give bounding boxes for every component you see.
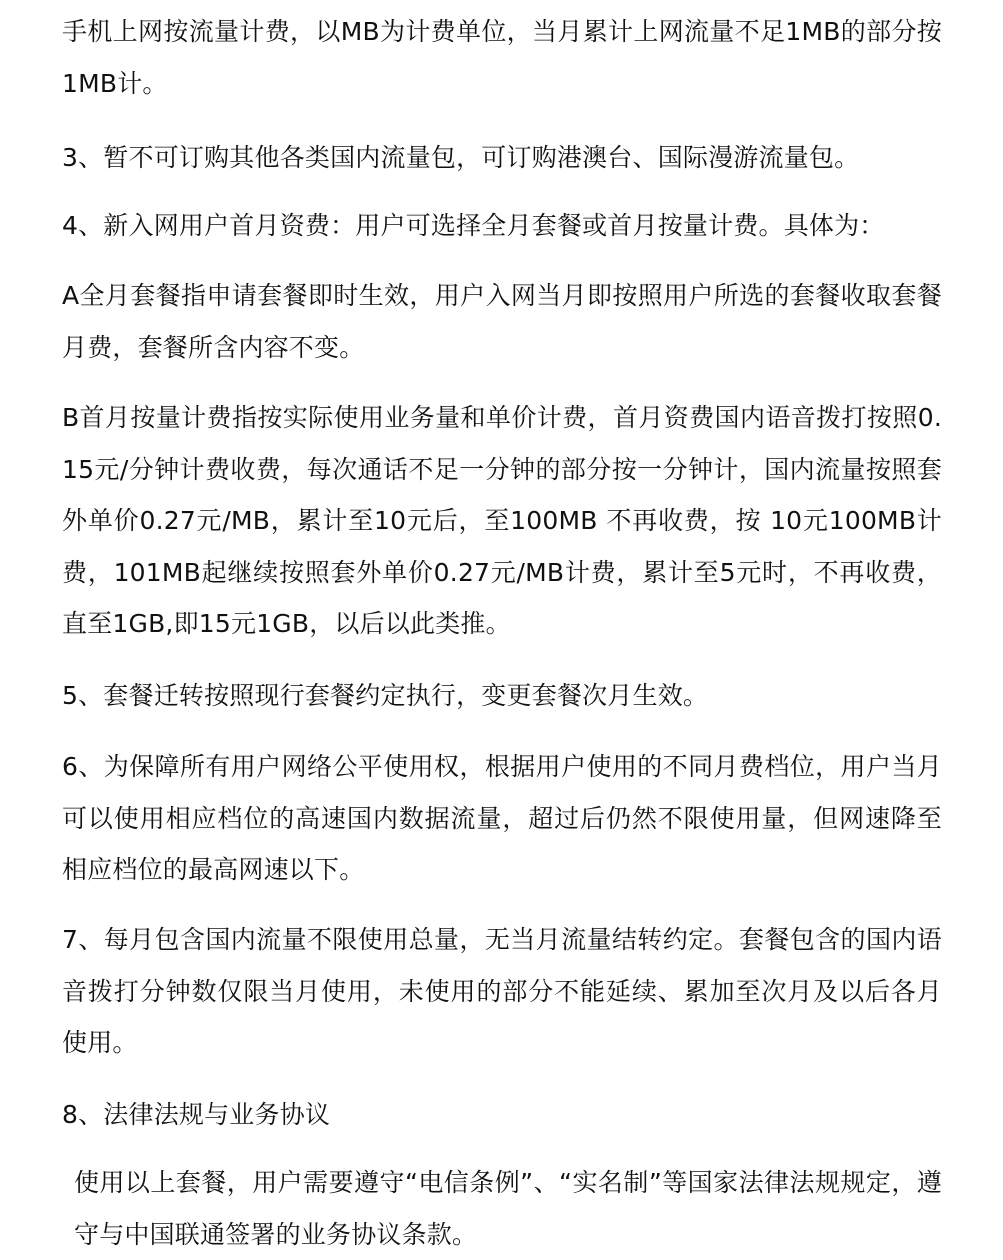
paragraph-item-7: 7、每月包含国内流量不限使用总量，无当月流量结转约定。套餐包含的国内语音拨打分钟数仅限当月使用，未使用的部分不能延续、累加至次月及以后各月使用。 [62,925,942,1057]
paragraph-item-5: 5、套餐迁转按照现行套餐约定执行，变更套餐次月生效。 [62,681,709,710]
paragraph-mobile-data-billing: 手机上网按流量计费，以MB为计费单位，当月累计上网流量不足1MB的部分按1MB计。 [62,17,942,98]
paragraph-item-a: A全月套餐指申请套餐即时生效，用户入网当月即按照用户所选的套餐收取套餐月费，套餐所含内容不变。 [62,281,942,362]
paragraph-item-b: B首月按量计费指按实际使用业务量和单价计费，首月资费国内语音拨打按照0.15元/分钟计费收费，每次通话不足一分钟的部分按一分钟计，国内流量按照套外单价0.27元/MB，累计至10元后，至100MB 不再收费，按 10元100MB计费，101MB起继续按照套外单价0.27元/MB计费，累计至5元时，不再收费，直至1GB,即15元1GB，以后以此类推。 [62,403,942,638]
paragraph-item-8-heading: 8、法律法规与业务协议 [62,1100,331,1129]
paragraph-item-4: 4、新入网用户首月资费：用户可选择全月套餐或首月按量计费。具体为： [62,211,885,240]
paragraph-item-6: 6、为保障所有用户网络公平使用权，根据用户使用的不同月费档位，用户当月可以使用相应档位的高速国内数据流量，超过后仍然不限使用量，但网速降至相应档位的最高网速以下。 [62,752,942,884]
paragraph-item-3: 3、暂不可订购其他各类国内流量包，可订购港澳台、国际漫游流量包。 [62,143,860,172]
paragraph-legal-agreement: 使用以上套餐，用户需要遵守“电信条例”、“实名制”等国家法律法规规定，遵守与中国联通签署的业务协议条款。 [74,1168,942,1249]
